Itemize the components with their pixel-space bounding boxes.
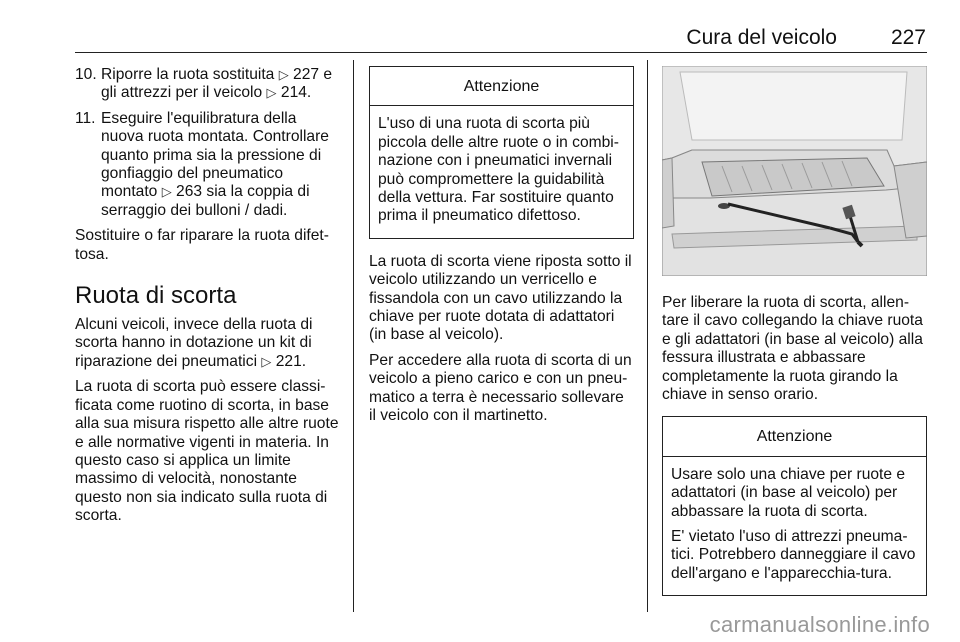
page-number: 227	[890, 26, 926, 49]
watermark: carmanualsonline.info	[709, 612, 930, 637]
paragraph-text: .	[301, 352, 307, 370]
list-text-part: sia la coppia di serraggio dei bulloni / dadi.	[101, 183, 310, 219]
paragraph: Sostituire o far riparare la ruota difet-tosa.	[75, 227, 329, 263]
column-divider-1	[353, 60, 354, 612]
spare-wheel-illustration	[662, 66, 927, 276]
list-item-text	[101, 66, 343, 103]
page-ref-arrow-icon: ▷	[266, 85, 277, 101]
paragraph-text: Alcuni veicoli, invece della ruota di scorta hanno in dotazione un kit di riparazione dei pneumatici	[75, 316, 313, 370]
list-item	[75, 66, 343, 103]
list-item-text	[101, 110, 343, 220]
paragraph: Per accedere alla ruota di scorta di un veicolo a pieno carico e con un pneu-matico a terra è necessario sollevare il veicolo con il martinetto.	[369, 351, 632, 425]
list-text-part: Eseguire l'equilibratura della nuova ruota montata. Controllare quanto prima sia la pressione di gonfiaggio del pneumatico montato	[101, 109, 329, 201]
attention-title: Attenzione	[370, 67, 633, 106]
paragraph	[75, 316, 343, 371]
list-item-number: 11.	[75, 109, 96, 127]
list-item-number: 10.	[75, 66, 97, 83]
attention-text: L'uso di una ruota di scorta più piccola delle altre ruote o in combi-nazione con i pneumatici invernali può compromettere la guidabilità della vettura. Far sostituire quanto prima il pneumatico difettoso.	[378, 115, 619, 225]
list-text-part: .	[306, 84, 312, 102]
attention-box	[369, 66, 634, 239]
list-text-part: Riporre la ruota sostituita	[101, 66, 275, 83]
paragraph: La ruota di scorta viene riposta sotto il veicolo utilizzando un verricello e fissandola con un cavo utilizzando la chiave per ruote dotata di adattatori (in base al veicolo).	[369, 252, 632, 344]
attention-box	[662, 416, 927, 596]
attention-text: E' vietato l'uso di attrezzi pneuma-tici. Potrebbero danneggiare il cavo dell'argano e l'apparecchia-tura.	[671, 528, 916, 582]
attention-text: Usare solo una chiave per ruote e adattatori (in base al veicolo) per abbassare la ruota di scorta.	[671, 465, 906, 520]
attention-body	[370, 106, 633, 237]
column-right	[662, 66, 927, 610]
attention-body	[663, 457, 926, 595]
paragraph: Per liberare la ruota di scorta, allen-tare il cavo collegando la chiave ruota e gli adattatori (in base al veicolo) alla fessura illustrata e abbassare completamente la ruota girando la chiave in senso orario.	[662, 294, 923, 404]
section-title: Cura del veicolo	[686, 26, 837, 49]
section-heading: Ruota di scorta	[75, 282, 237, 310]
page-ref[interactable]: 263	[176, 183, 203, 201]
column-middle	[369, 66, 634, 433]
page-ref[interactable]: 214	[280, 84, 307, 102]
numbered-list	[75, 66, 343, 220]
page-ref[interactable]: 221	[275, 352, 302, 370]
column-divider-2	[647, 60, 648, 612]
page-ref[interactable]: 227	[293, 66, 320, 83]
paragraph: La ruota di scorta può essere classi-ficata come ruotino di scorta, in base alla sua misura rispetto alle altre ruote e alle normative vigenti in materia. In questo caso si applica un limite massimo di velocità, nonostante questo non sia indicato sulla ruota di scorta.	[75, 378, 339, 525]
attention-title: Attenzione	[663, 417, 926, 456]
page-ref-arrow-icon: ▷	[278, 67, 289, 82]
column-left	[75, 66, 343, 533]
list-item	[75, 110, 343, 220]
list-text-part: e gli attrezzi per il veicolo	[101, 66, 333, 102]
page-ref-arrow-icon: ▷	[261, 353, 272, 369]
page-header	[75, 22, 927, 53]
page-ref-arrow-icon: ▷	[161, 184, 172, 200]
